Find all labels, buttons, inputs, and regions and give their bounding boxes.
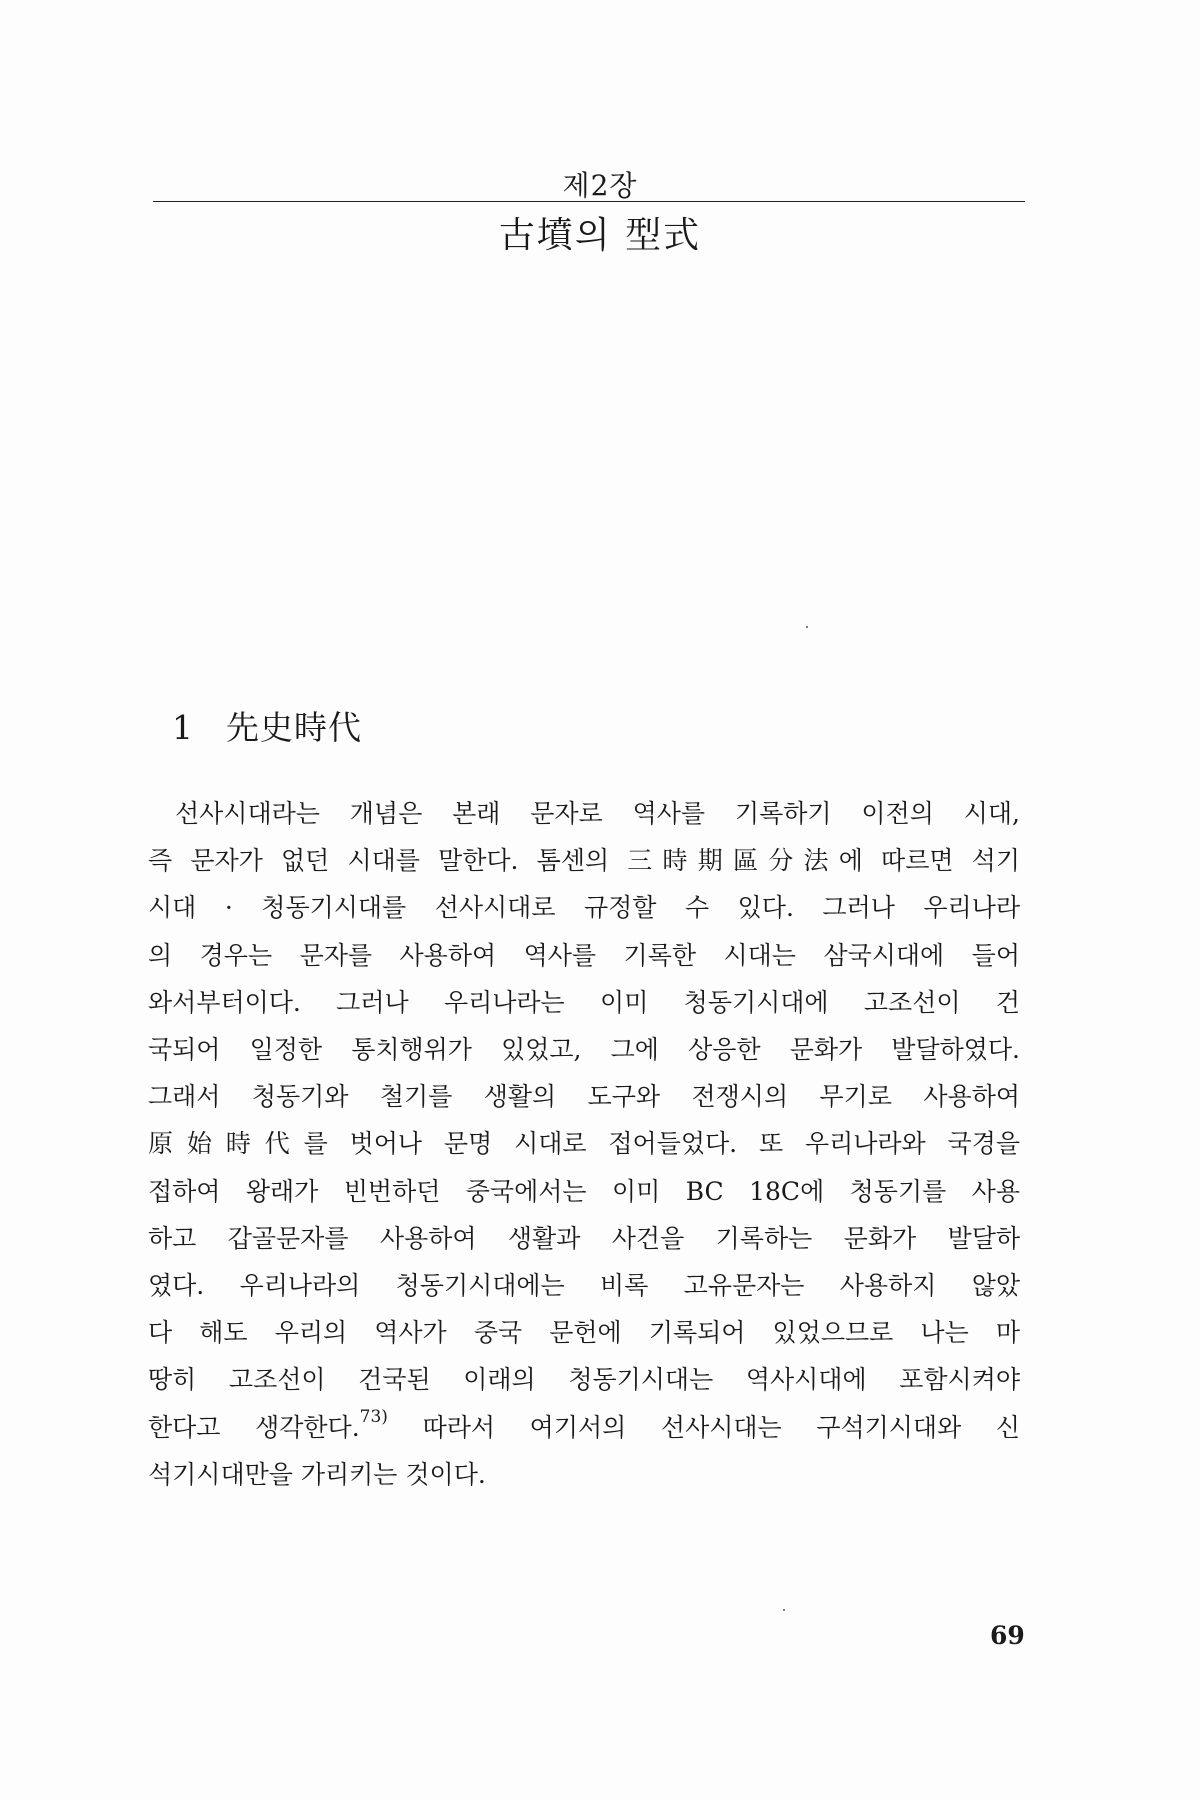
chapter-divider <box>153 201 1025 202</box>
chapter-label: 제2장 <box>562 169 638 202</box>
body-paragraph <box>148 790 1020 1498</box>
section-title: 先史時代 <box>226 708 362 747</box>
paragraph-line: 땅히 고조선이 건국된 이래의 청동기시대는 역사시대에 포함시켜야 <box>148 1365 1020 1395</box>
paragraph-line: 그래서 청동기와 철기를 생활의 도구와 전쟁시의 무기로 사용하여 <box>148 1082 1020 1112</box>
section-number: 1 <box>172 708 194 747</box>
paragraph-line: 하고 갑골문자를 사용하여 생활과 사건을 기록하는 문화가 발달하 <box>148 1223 1020 1253</box>
line-text-after-footnote: 따라서 여기서의 선사시대는 구석기시대와 신 <box>422 1412 1021 1442</box>
paragraph-line: 의 경우는 문자를 사용하여 역사를 기록한 시대는 삼국시대에 들어 <box>148 940 1020 970</box>
paragraph-line: 原始時代를 벗어나 문명 시대로 접어들었다. 또 우리나라와 국경을 <box>148 1129 1020 1159</box>
paragraph-line: 국되어 일정한 통치행위가 있었고, 그에 상응한 문화가 발달하였다. <box>148 1035 1020 1065</box>
paragraph-line: 접하여 왕래가 빈번하던 중국에서는 이미 BC 18C에 청동기를 사용 <box>148 1176 1020 1206</box>
paragraph-line: 석기시대만을 가리키는 것이다. <box>148 1459 486 1489</box>
footnote-reference[interactable]: 73) <box>359 1407 388 1428</box>
scan-speck <box>806 626 808 628</box>
paragraph-line: 다 해도 우리의 역사가 중국 문헌에 기록되어 있었으므로 나는 마 <box>148 1318 1020 1348</box>
chapter-title: 古墳의 型式 <box>498 215 702 256</box>
paragraph-line: 였다. 우리나라의 청동기시대에는 비록 고유문자는 사용하지 않았 <box>148 1271 1020 1301</box>
scan-speck <box>783 1609 785 1611</box>
section-heading <box>172 702 362 749</box>
paragraph-line-with-footnote <box>148 1404 1020 1451</box>
line-text-before-footnote: 한다고 생각한다. <box>148 1412 360 1442</box>
paragraph-line: 시대 · 청동기시대를 선사시대로 규정할 수 있다. 그러나 우리나라 <box>148 893 1020 923</box>
paragraph-line: 선사시대라는 개념은 본래 문자로 역사를 기록하기 이전의 시대, <box>175 799 1020 828</box>
page-number: 69 <box>990 1621 1025 1650</box>
paragraph-line: 즉 문자가 없던 시대를 말한다. 톰센의 三時期區分法에 따르면 석기 <box>148 846 1020 876</box>
paragraph-line: 와서부터이다. 그러나 우리나라는 이미 청동기시대에 고조선이 건 <box>148 987 1020 1017</box>
